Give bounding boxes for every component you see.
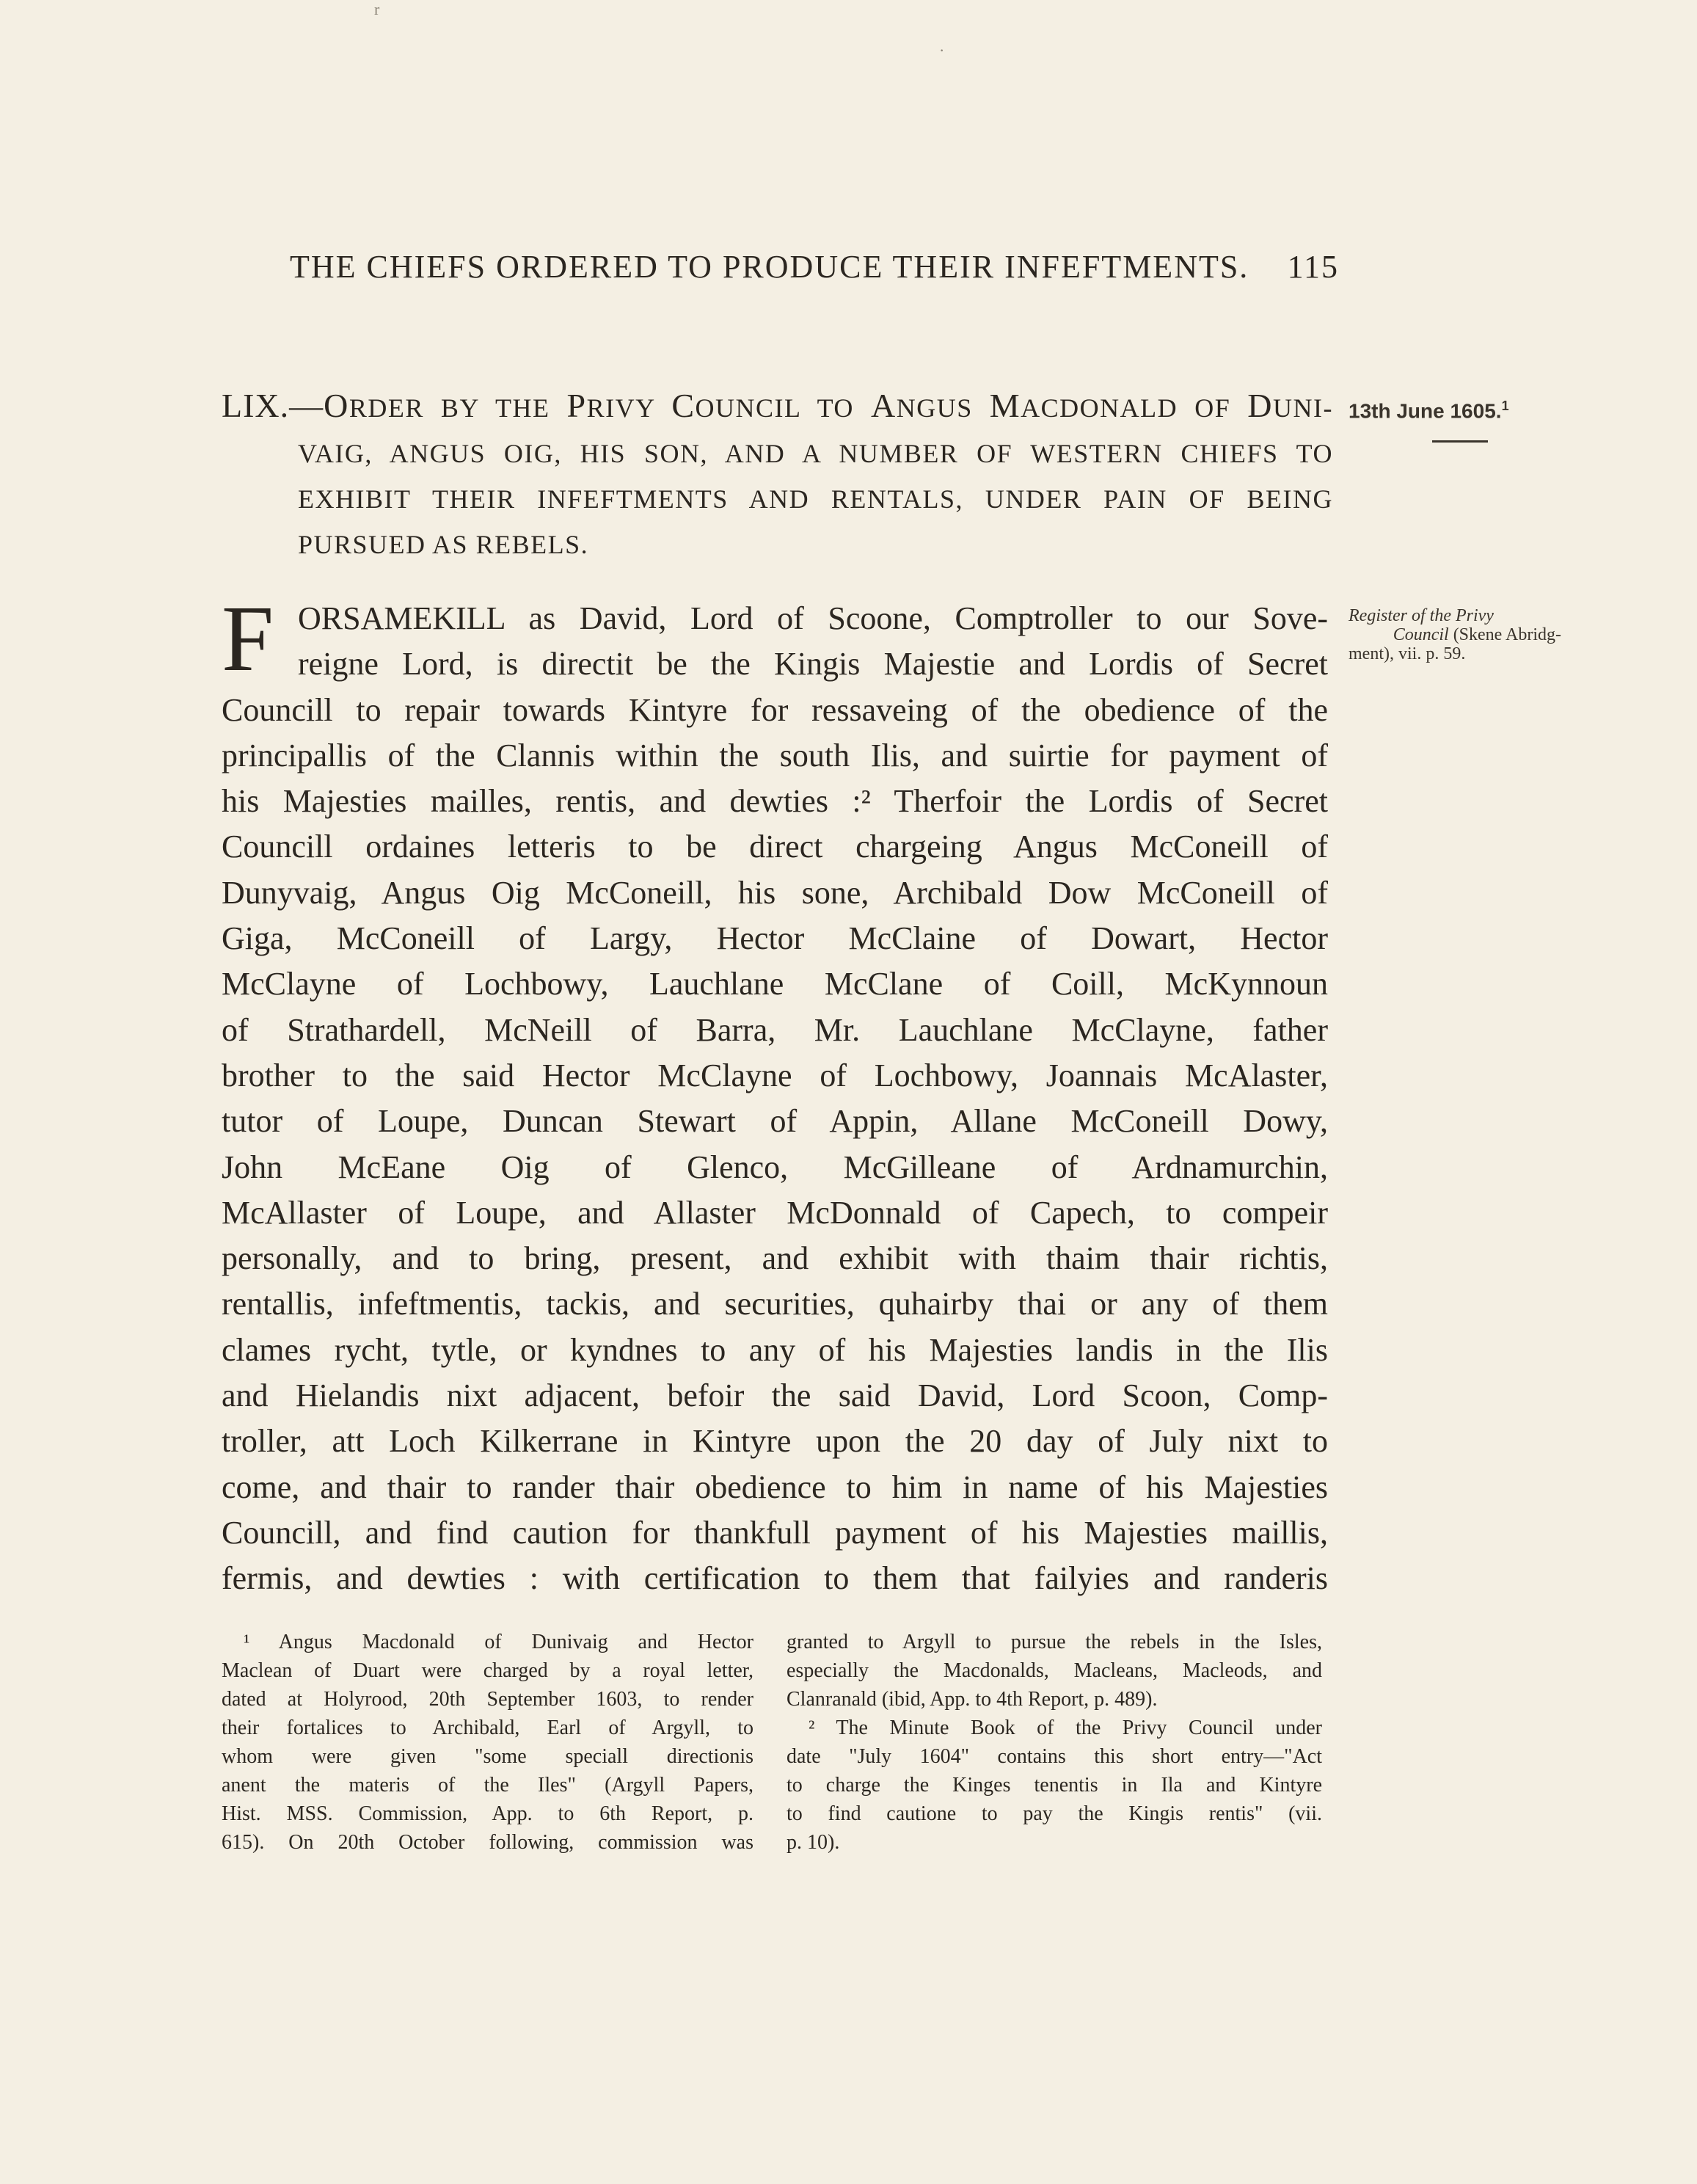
body-line: Councill ordaines letteris to be direct chargeing Angus McConeill of — [222, 829, 1328, 865]
margin-date: 13th June 1605.$^1$ — [1349, 398, 1509, 423]
running-head-title: THE CHIEFS ORDERED TO PRODUCE THEIR INFEFTMENTS. — [290, 249, 1249, 285]
body-line: clames rycht, tytle, or kyndnes to any of his Majesties landis in the Ilis — [222, 1331, 1328, 1368]
footnote-line: their fortalices to Archibald, Earl of Argyll, to — [222, 1717, 753, 1739]
heading-line-4: PURSUED AS REBELS. — [298, 530, 589, 559]
body-line: Councill, and find caution for thankfull payment of his Majesties maillis, — [222, 1514, 1328, 1551]
body-line: reigne Lord, is directit be the Kingis Majestie and Lordis of Secret — [298, 646, 1328, 682]
margin-ref-council: Council — [1393, 625, 1449, 644]
footnote-line: Maclean of Duart were charged by a royal letter, — [222, 1659, 753, 1682]
running-head — [290, 248, 1339, 285]
footnote-line: to find cautione to pay the Kingis rentis" (vii. — [787, 1802, 1322, 1825]
page-number: 115 — [1287, 249, 1339, 285]
body-line: McClayne of Lochbowy, Lauchlane McClane of Coill, McKynnoun — [222, 966, 1328, 1002]
body-line: McAllaster of Loupe, and Allaster McDonnald of Capech, to compeir — [222, 1194, 1328, 1231]
heading-dash: — — [289, 387, 324, 424]
body-line: Giga, McConeill of Largy, Hector McClaine of Dowart, Hector — [222, 920, 1328, 957]
body-line: and Hielandis nixt adjacent, befoir the said David, Lord Scoon, Comp- — [222, 1377, 1328, 1414]
heading-line-2: VAIG, ANGUS OIG, HIS SON, AND A NUMBER OF WESTERN CHIEFS TO — [298, 439, 1333, 468]
body-line: John McEane Oig of Glenco, McGilleane of Ardnamurchin, — [222, 1149, 1328, 1185]
document-number: LIX. — [222, 387, 290, 424]
footnote-line: p. 10). — [787, 1831, 840, 1854]
margin-reference — [1349, 606, 1561, 663]
document-body — [222, 596, 1328, 1602]
margin-rule — [1432, 440, 1488, 443]
margin-ref-line-2: (Skene Abridg- — [1448, 625, 1561, 644]
footnote-line: 615). On 20th October following, commission was — [222, 1831, 753, 1854]
heading-line-1: LIX.—ORDER BY THE PRIVY COUNCIL TO ANGUS MACDONALD OF DUNI- — [222, 387, 1333, 424]
footnote-line: granted to Argyll to pursue the rebels in the Isles, — [787, 1631, 1322, 1653]
body-line: principallis of the Clannis within the south Ilis, and suirtie for payment of — [222, 737, 1328, 774]
footnote-line: to charge the Kinges tenentis in Ila and Kintyre — [787, 1774, 1322, 1797]
footnote-line: ¹ Angus Macdonald of Dunivaig and Hector — [244, 1631, 753, 1653]
footnote-line: anent the materis of the Iles" (Argyll Papers, — [222, 1774, 753, 1797]
body-line: his Majesties mailles, rentis, and dewties :² Therfoir the Lordis of Secret — [222, 783, 1328, 820]
margin-date-footnote-mark: 1 — [1501, 398, 1509, 413]
footnote-line: Clanranald (ibid, App. to 4th Report, p. 489). — [787, 1688, 1158, 1711]
body-line: come, and thair to rander thair obedience to him in name of his Majesties — [222, 1468, 1328, 1505]
body-line: tutor of Loupe, Duncan Stewart of Appin, Allane McConeill Dowy, — [222, 1103, 1328, 1140]
footnote-line: Hist. MSS. Commission, App. to 6th Report, p. — [222, 1802, 753, 1825]
footnote-line: whom were given "some speciall directionis — [222, 1745, 753, 1768]
body-line: brother to the said Hector McClayne of Lochbowy, Joannais McAlaster, — [222, 1057, 1328, 1093]
footnote-line: ² The Minute Book of the Privy Council under — [809, 1717, 1322, 1739]
document-heading — [222, 383, 1333, 567]
body-line: personally, and to bring, present, and exhibit with thaim thair richtis, — [222, 1240, 1328, 1277]
paper-speck: r — [374, 0, 380, 18]
body-line: of Strathardell, McNeill of Barra, Mr. Lauchlane McClayne, father — [222, 1011, 1328, 1048]
body-line: rentallis, infeftmentis, tackis, and securities, quhairby thai or any of them — [222, 1286, 1328, 1322]
body-line: fermis, and dewties : with certification to them that failyies and randeris — [222, 1560, 1328, 1597]
footnotes-left-column — [222, 1628, 753, 1857]
margin-ref-line-1: Register of the Privy — [1349, 606, 1494, 625]
body-line: ORSAMEKILL as David, Lord of Scoone, Comptroller to our Sove- — [298, 600, 1328, 636]
body-line: troller, att Loch Kilkerrane in Kintyre upon the 20 day of July nixt to — [222, 1423, 1328, 1460]
margin-ref-line-3: ment), vii. p. 59. — [1349, 644, 1466, 663]
body-line: Councill to repair towards Kintyre for ressaveing of the obedience of the — [222, 691, 1328, 728]
footnote-line: date "July 1604" contains this short entry—"Act — [787, 1745, 1322, 1768]
footnote-line: especially the Macdonalds, Macleans, Macleods, and — [787, 1659, 1322, 1682]
heading-line-3: EXHIBIT THEIR INFEFTMENTS AND RENTALS, UNDER PAIN OF BEING — [298, 484, 1333, 514]
drop-cap: F — [222, 586, 274, 691]
footnotes-right-column — [787, 1628, 1322, 1857]
body-line: Dunyvaig, Angus Oig McConeill, his sone, Archibald Dow McConeill of — [222, 874, 1328, 911]
footnote-line: dated at Holyrood, 20th September 1603, to render — [222, 1688, 753, 1711]
paper-speck: · — [939, 41, 945, 59]
